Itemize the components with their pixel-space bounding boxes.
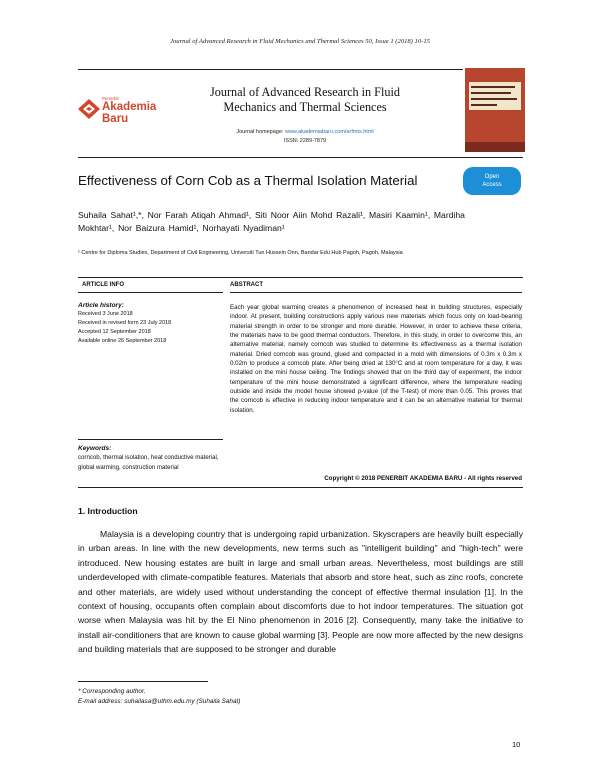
introduction-body [78,527,523,657]
history-online: Available online 26 September 2018 [78,338,167,344]
keywords-list: corncob, thermal isolation, heat conductive material, global warming, construction material [78,454,219,471]
running-header: Journal of Advanced Research in Fluid Mechanics and Thermal Sciences 50, Issue 1 (2018) 10-15 [170,38,430,45]
footnote-rule [78,681,208,682]
masthead-bottom-rule [78,157,523,158]
article-history-label: Article history: [78,302,124,309]
info-top-rule [78,277,523,278]
section-heading-introduction: 1. Introduction [78,506,138,516]
introduction-paragraph: Malaysia is a developing country that is undergoing rapid urbanization. Skyscrapers are heavily built especially in urban areas. In line with the new developments, new terms such as "intelligent building" and "high-tech" were introduced. New housing estates are built in large and small urban areas. Nevertheless, most buildings are still underdeveloped with climate-compatible features. Materials that absorb and store heat, such as zinc roofs, concrete and other materials, are widely used without understanding the concept of effective thermal insulation [1]. In the context of housing, occupants often complain about discomforts due to hot indoor temperatures. The situation got worse when Malaysia was hit by the El Nino phenomenon in 2016 [2]. Consequently, many take the initiative to install air-conditioners that are known to cause global warming [3]. People are now more affected by the new designs and building materials that are supposed to be stronger and durable [78,529,523,655]
copyright-notice: Copyright © 2018 PENERBIT AKADEMIA BARU - All rights reserved [324,475,522,482]
footnote-corresponding: * Corresponding author. [78,688,146,695]
article-info-heading: ARTICLE INFO [82,282,124,288]
info-bottom-rule [78,487,523,488]
abstract-text: Each year global warming creates a phenomenon of increased heat in building structures, especially indoor. At present, building constructions apply various new materials which focus only on load-bearing material strength in order to be stronger and more durable. However, in order to achieve these criteria, the materials have to be good thermal conductors. Therefore, in this study, in order to overcome this, an alternative material, namely corncob was studied to determine its effectiveness as a thermal isolation material. Dried corncob was ground, glued and compacted in a mold with dimensions of 0.3m x 0.3m x 0.02m to produce a corncob plate. After being dried at 130°C and at room temperature for a day, it was installed on the mini house ceiling. The findings showed that on the third day of experiment, the indoor temperature of the mini house demonstrated a significant difference, where the temperature reading outside and inside the model house showed p-value (of the T-test) of more than 0.05. This proves that the corncob is effective in reducing indoor temperature and it can be an alternative material for thermal isolation. [230,304,522,414]
abstract-header-rule [230,292,522,293]
history-received: Received 3 June 2018 [78,311,133,317]
footnote-email: E-mail address: suhailasa@uthm.edu.my (Suhaila Sahat) [78,698,241,705]
publisher-logo [78,96,170,125]
publisher-logo-icon [78,99,100,119]
history-accepted: Accepted 12 September 2018 [78,329,151,335]
journal-cover-image [465,68,525,152]
page-number: 10 [512,740,521,749]
info-header-rule [78,292,223,293]
journal-issn: ISSN: 2289-7879 [283,138,327,144]
footnote [78,687,523,707]
author-list: Suhaila Sahat¹,*, Nor Farah Atiqah Ahmad¹, Siti Noor Aiin Mohd Razali¹, Masiri Kaamin¹, Mardiha Mokhtar¹, Nor Baizura Hamid¹, Norhayati Nyadiman¹ [78,210,465,234]
history-revised: Received in revised form 23 July 2018 [78,320,172,326]
publisher-logo-small: Penerbit [102,96,119,101]
journal-homepage-link[interactable]: www.akademiabaru.com/arfmts.html [284,129,374,135]
abstract-heading: ABSTRACT [230,282,263,288]
journal-homepage: Journal homepage: www.akademiabaru.com/arfmts.html [236,129,374,135]
open-access-badge: Open Access [463,167,521,195]
article-title: Effectiveness of Corn Cob as a Thermal Isolation Material [78,173,418,188]
keywords-label: Keywords: [78,445,112,452]
publisher-logo-name: Akademia Baru [102,101,157,125]
masthead-top-rule [78,69,463,70]
journal-title: Journal of Advanced Research in Fluid Mechanics and Thermal Sciences [210,85,400,114]
keywords-rule [78,439,223,440]
affiliation: ¹ Centre for Diploma Studies, Department of Civil Engineering, Universiti Tun Hussein Onn, Bandar Edu Hub Pagoh, Pagoh, Malaysia [78,250,403,256]
